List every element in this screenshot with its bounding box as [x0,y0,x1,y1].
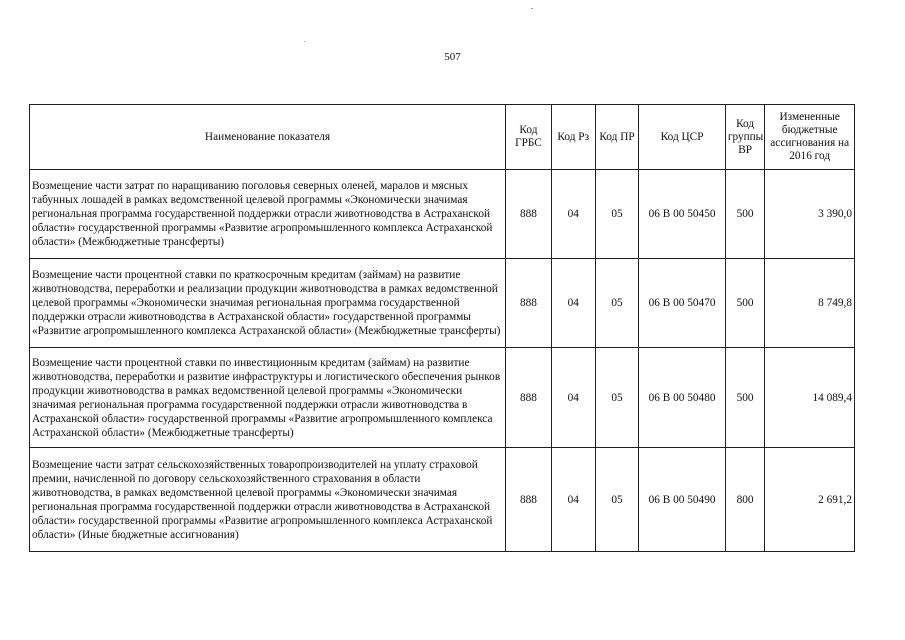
cell-vr: 500 [725,170,765,259]
header-name: Наименование показателя [30,105,506,170]
header-rz: Код Рз [551,105,595,170]
cell-grbs: 888 [506,348,552,448]
header-vr: Код группы ВР [725,105,765,170]
header-pr: Код ПР [595,105,639,170]
cell-pr: 05 [595,170,639,259]
cell-rz: 04 [551,259,595,348]
table-row [30,348,855,448]
cell-rz: 04 [551,348,595,448]
cell-csr: 06 В 00 50480 [639,348,725,448]
cell-grbs: 888 [506,170,552,259]
cell-pr: 05 [595,259,639,348]
cell-name: Возмещение части затрат сельскохозяйственных товаропроизводителей на уплату страховой премии, начисленной по договору сельскохозяйственного страхования в области животноводства, в рамках ведомственной целевой программы «Экономически значимая региональная программа государственной поддержки отрасли животноводства в Астраханской области» государственной программы «Развитие агропромышленного комплекса Астраханской области» (Иные бюджетные ассигнования) [30,448,506,552]
table-row [30,259,855,348]
table-row [30,448,855,552]
cell-rz: 04 [551,170,595,259]
cell-sum: 3 390,0 [765,170,855,259]
header-csr: Код ЦСР [639,105,725,170]
cell-sum: 2 691,2 [765,448,855,552]
header-sum: Измененные бюджетные ассигнования на 2016 год [765,105,855,170]
cell-csr: 06 В 00 50470 [639,259,725,348]
page-number: 507 [444,51,461,63]
cell-sum: 14 089,4 [765,348,855,448]
cell-name: Возмещение части затрат по наращиванию поголовья северных оленей, маралов и мясных табунных лошадей в рамках ведомственной целевой программы «Экономически значимая региональная программа государственной поддержки отрасли животноводства в Астраханской области» государственной программы «Развитие агропромышленного комплекса Астраханской области» (Межбюджетные трансферты) [30,170,506,259]
cell-csr: 06 В 00 50450 [639,170,725,259]
cell-vr: 800 [725,448,765,552]
cell-rz: 04 [551,448,595,552]
cell-grbs: 888 [506,448,552,552]
budget-table [29,104,855,552]
cell-vr: 500 [725,259,765,348]
scan-speck [531,8,533,9]
cell-grbs: 888 [506,259,552,348]
cell-pr: 05 [595,348,639,448]
scan-speck [304,41,305,42]
cell-pr: 05 [595,448,639,552]
cell-csr: 06 В 00 50490 [639,448,725,552]
header-grbs: Код ГРБС [506,105,552,170]
cell-sum: 8 749,8 [765,259,855,348]
table-header-row [30,105,855,170]
table-row [30,170,855,259]
cell-vr: 500 [725,348,765,448]
cell-name: Возмещение части процентной ставки по краткосрочным кредитам (займам) на развитие животноводства, переработки и реализации продукции животноводства в рамках ведомственной целевой программы «Экономически значимая региональная программа государственной поддержки отрасли животноводства в Астраханской области» государственной программы «Развитие агропромышленного комплекса Астраханской области» (Межбюджетные трансферты) [30,259,506,348]
cell-name: Возмещение части процентной ставки по инвестиционным кредитам (займам) на развитие животноводства, переработки и развитие инфраструктуры и логистического обеспечения рынков продукции животноводства в рамках ведомственной целевой программы «Экономически значимая региональная программа государственной поддержки отрасли животноводства в Астраханской области» государственной программы «Развитие агропромышленного комплекса Астраханской области» (Межбюджетные трансферты) [30,348,506,448]
